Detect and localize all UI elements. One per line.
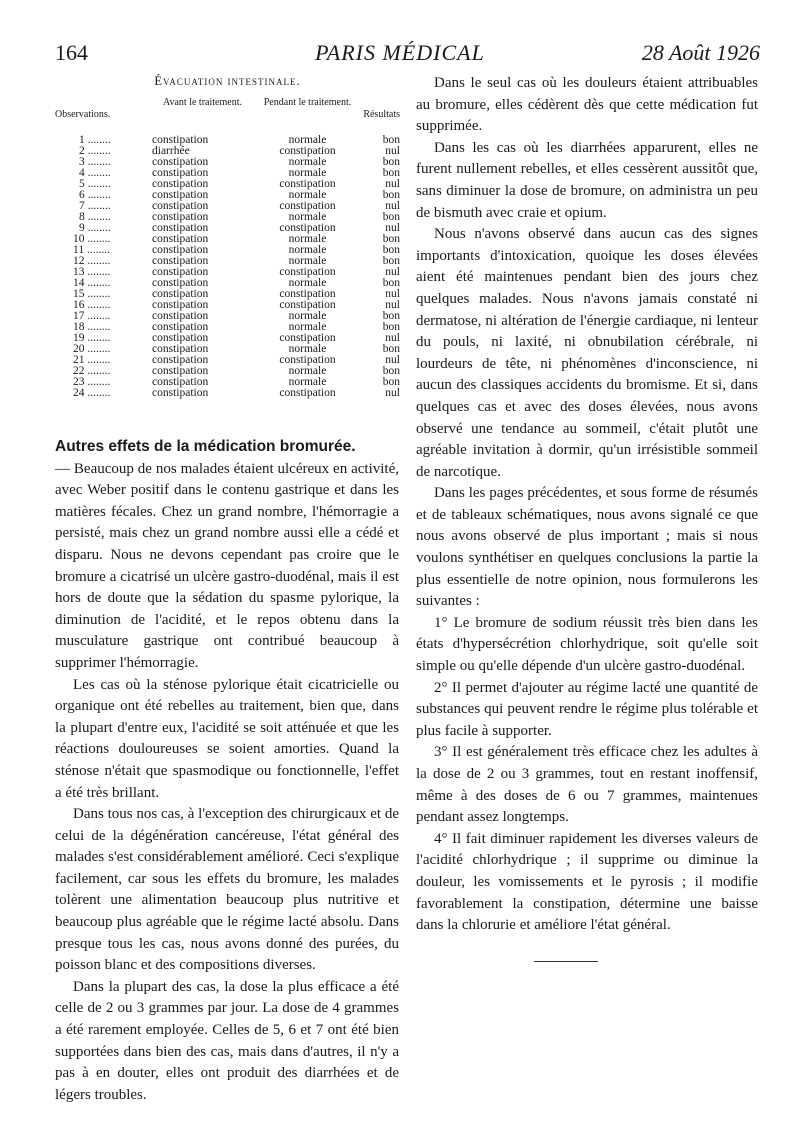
observation-number: 3 ........: [79, 156, 111, 168]
avant-value: constipation: [152, 134, 209, 146]
resultat-value: bon: [382, 321, 400, 333]
pendant-value: constipation: [279, 200, 336, 212]
header-observations: Observations.: [55, 109, 111, 120]
paragraph: Nous n'avons observé dans aucun cas des signes importants d'intoxication, quoique les doses élevées aient été maintenues pendant bien des jours chez quelques malades. Nous n'avons jamais constaté ni dermatose, ni altération de l'énergie cardiaque, ni lenteur du pouls, ni laxité, ni obnubilation cérébrale, ni lourdeurs de tête, ni phénomènes d'inconscience, ni aucun des classiques accidents du bromisme. Et si, dans quelques cas et avec des doses élevées, nous avons observé une tendance au sommeil, c'était plutôt une agréable invitation à dormir, qu'un irrésistible sommeil de narcotique.: [416, 226, 758, 480]
pendant-value: normale: [288, 233, 327, 245]
evacuation-table: [55, 74, 400, 399]
resultat-value: nul: [385, 387, 400, 399]
avant-value: constipation: [152, 233, 209, 245]
observation-number: 11 ........: [73, 244, 110, 256]
pendant-value: normale: [288, 167, 327, 179]
resultat-value: bon: [382, 233, 400, 245]
observation-number: 8 ........: [79, 211, 111, 223]
end-rule: [534, 961, 598, 962]
avant-value: constipation: [152, 343, 209, 355]
pendant-value: constipation: [279, 178, 336, 190]
avant-value: constipation: [152, 200, 209, 212]
avant-value: constipation: [152, 178, 209, 190]
resultat-value: nul: [385, 178, 400, 190]
left-column: [55, 436, 399, 1106]
paragraph: [55, 436, 399, 675]
avant-value: constipation: [152, 332, 209, 344]
issue-date: 28 Août 1926: [641, 40, 760, 65]
pendant-value: normale: [288, 321, 327, 333]
avant-value: constipation: [152, 222, 209, 234]
observation-number: 7 ........: [79, 200, 111, 212]
table-title: Évacuation intestinale.: [154, 74, 301, 88]
pendant-value: normale: [288, 310, 327, 322]
resultat-value: bon: [382, 189, 400, 201]
avant-value: constipation: [152, 354, 209, 366]
avant-value: constipation: [152, 156, 209, 168]
resultat-value: bon: [382, 376, 400, 388]
paragraph: Dans le seul cas où les douleurs étaient attribuables au bromure, elles cédèrent dès que cette médication fut supprimée.: [416, 75, 758, 135]
avant-value: constipation: [152, 211, 209, 223]
observation-number: 18 ........: [73, 321, 111, 333]
avant-value: constipation: [152, 310, 209, 322]
pendant-value: normale: [288, 134, 327, 146]
table-row: [55, 388, 400, 399]
paragraph: Dans la plupart des cas, la dose la plus efficace a été celle de 2 ou 3 grammes par jour. La dose de 4 grammes a été rarement employée. Celles de 5, 6 et 7 ont été bien supportées dans bien des cas, mais dans d'autres, il n'y a pas à en douter, elles ont produit des diarrhées et de légers troubles.: [55, 978, 399, 1103]
resultat-value: bon: [382, 343, 400, 355]
avant-value: constipation: [152, 189, 209, 201]
paragraph: Dans les cas où les diarrhées apparurent, elles ne furent nullement rebelles, et elles cessèrent aussitôt que, sans diminuer la dose de bromure, on administra un peu de bismuth avec craie et opium.: [416, 139, 758, 221]
resultat-value: bon: [382, 211, 400, 223]
pendant-value: constipation: [279, 266, 336, 278]
observation-number: 13 ........: [73, 266, 111, 278]
pendant-value: normale: [288, 255, 327, 267]
avant-value: constipation: [152, 321, 209, 333]
resultat-value: bon: [382, 255, 400, 267]
pendant-value: constipation: [279, 288, 336, 300]
resultat-value: nul: [385, 145, 400, 157]
pendant-value: normale: [288, 211, 327, 223]
header-resultats: Résultats: [363, 109, 400, 120]
conclusion-1: 1° Le bromure de sodium réussit très bien dans les états d'hypersécrétion chlorhydrique, soit qu'elle soit simple ou qu'elle dépende d'un ulcère gastro-duodénal.: [416, 614, 758, 675]
observation-number: 19 ........: [73, 332, 111, 344]
paragraph: Dans les pages précédentes, et sous forme de résumés et de tableaux schématiques, nous avons signalé ce que nous avons observé de plus important ; mais si nous voulons synthétiser en quelques conclusions la partie la plus essentielle de notre opinion, nous formulerons les suivantes :: [416, 485, 758, 610]
section-heading: Autres effets de la médication bromurée.: [55, 438, 356, 455]
pendant-value: constipation: [279, 387, 336, 399]
journal-title: PARIS MÉDICAL: [315, 40, 485, 65]
resultat-value: bon: [382, 167, 400, 179]
observation-number: 15 ........: [73, 288, 111, 300]
resultat-value: bon: [382, 277, 400, 289]
avant-value: constipation: [152, 244, 209, 256]
resultat-value: nul: [385, 288, 400, 300]
pendant-value: constipation: [279, 299, 336, 311]
observation-number: 4 ........: [79, 167, 111, 179]
observation-number: 6 ........: [79, 189, 111, 201]
observation-number: 9 ........: [79, 222, 111, 234]
avant-value: constipation: [152, 299, 209, 311]
avant-value: constipation: [152, 376, 209, 388]
pendant-value: normale: [288, 277, 327, 289]
header-avant: Avant le traitement.: [163, 97, 242, 108]
paragraph-text: — Beaucoup de nos malades étaient ulcéreux en activité, avec Weber positif dans le contenu gastrique et dans les matières fécales. Chez un grand nombre, l'hémorragie a persisté, mais chez un grand nombre aussi elle a cédé et disparu. Nous ne devons cependant pas croire que le bromure a cicatrisé un ulcère gastro-duodénal, mais il est hors de doute que la sédation du spasme pylorique, la diminution de l'acidité, et le repos obtenu dans la musculature gastrique ont contribué beaucoup à supprimer l'hémorragie.: [55, 460, 399, 671]
resultat-value: bon: [382, 365, 400, 377]
observation-number: 16 ........: [73, 299, 111, 311]
avant-value: constipation: [152, 255, 209, 267]
avant-value: constipation: [152, 387, 209, 399]
header-pendant: Pendant le traitement.: [263, 97, 352, 108]
pendant-value: normale: [288, 376, 327, 388]
observation-number: 12 ........: [73, 255, 111, 267]
avant-value: constipation: [152, 365, 209, 377]
pendant-value: normale: [288, 365, 327, 377]
resultat-value: nul: [385, 200, 400, 212]
pendant-value: normale: [288, 189, 327, 201]
pendant-value: normale: [288, 343, 327, 355]
observation-number: 10 ........: [73, 233, 111, 245]
avant-value: constipation: [152, 167, 209, 179]
resultat-value: nul: [385, 222, 400, 234]
observation-number: 23 ........: [73, 376, 111, 388]
paragraph: Dans tous nos cas, à l'exception des chirurgicaux et de celui de la dégénération cancéreuse, l'état général des malades s'est considérablement amélioré. Ceci s'explique facilement, car sous les effets du bromure, les malades tolèrent une alimentation beaucoup plus nutritive et beaucoup plus agréable que le régime lacté absolu. Dans presque tous les cas, nous avons donné des purées, du poisson blanc et des compositions diverses.: [55, 806, 399, 974]
avant-value: constipation: [152, 266, 209, 278]
observation-number: 1 ........: [79, 134, 111, 146]
resultat-value: bon: [382, 310, 400, 322]
resultat-value: bon: [382, 156, 400, 168]
resultat-value: nul: [385, 332, 400, 344]
conclusion-3: 3° Il est généralement très efficace chez les adultes à la dose de 2 ou 3 grammes, tout en restant inoffensif, même à des doses de 6 ou 7 grammes, maintenues pendant assez longtemps.: [416, 744, 758, 826]
pendant-value: constipation: [279, 332, 336, 344]
table-header: [55, 97, 400, 135]
avant-value: constipation: [152, 277, 209, 289]
pendant-value: normale: [288, 156, 327, 168]
observation-number: 20 ........: [73, 343, 111, 355]
resultat-value: nul: [385, 299, 400, 311]
pendant-value: constipation: [279, 145, 336, 157]
conclusion-4: 4° Il fait diminuer rapidement les diverses valeurs de l'acidité chlorhydrique ; il supprime ou diminue la douleur, les vomissements et le pyrosis ; il modifie favorablement la constipation, détermine une baisse dans la chlorurie et améliore l'état général.: [416, 830, 758, 934]
table-body: [55, 135, 400, 399]
observation-number: 5 ........: [79, 178, 111, 190]
observation-number: 21 ........: [73, 354, 111, 366]
observation-number: 22 ........: [73, 365, 111, 377]
avant-value: constipation: [152, 288, 209, 300]
observation-number: 14 ........: [73, 277, 111, 289]
conclusion-2: 2° Il permet d'ajouter au régime lacté une quantité de substances qui peuvent rendre le régime plus tolérable et plus facile à supporter.: [416, 679, 758, 739]
right-column: [416, 73, 758, 937]
observation-number: 24 ........: [73, 387, 111, 399]
pendant-value: normale: [288, 244, 327, 256]
resultat-value: nul: [385, 266, 400, 278]
observation-number: 2 ........: [79, 145, 111, 157]
resultat-value: bon: [382, 244, 400, 256]
pendant-value: constipation: [279, 222, 336, 234]
avant-value: diarrhée: [152, 145, 190, 157]
resultat-value: bon: [382, 134, 400, 146]
pendant-value: constipation: [279, 354, 336, 366]
observation-number: 17 ........: [73, 310, 111, 322]
page-number: 164: [55, 40, 88, 65]
paragraph: Les cas où la sténose pylorique était cicatricielle ou organique ont été rebelles au traitement, bien que, dans la plupart d'entre eux, l'acidité se soit atténuée et que les réactions douloureuses se soient amorties. Quand la sténose n'était que spasmodique ou fonctionnelle, l'effet a été très brillant.: [55, 676, 399, 801]
resultat-value: nul: [385, 354, 400, 366]
